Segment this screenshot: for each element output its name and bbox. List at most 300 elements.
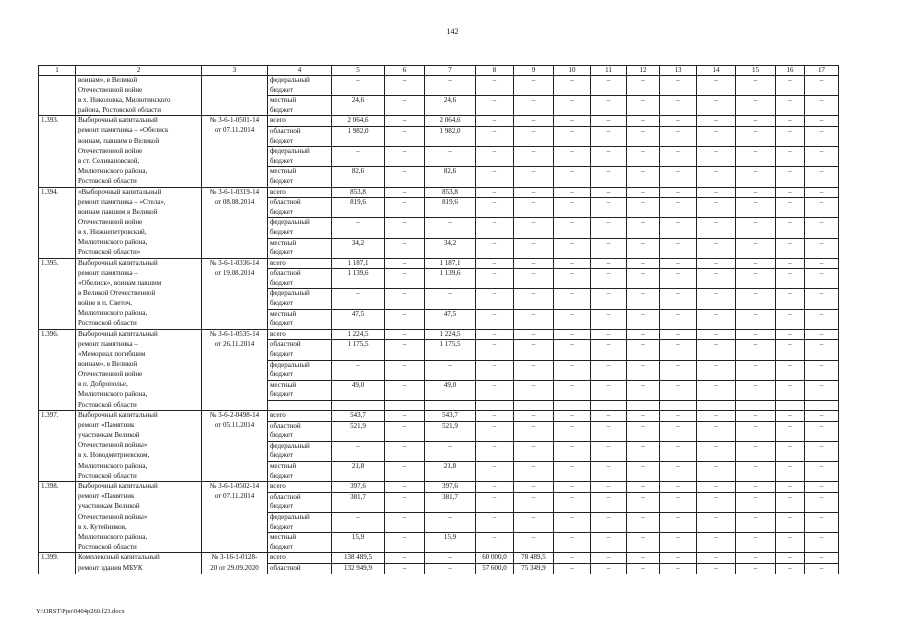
- amount-cell: –: [385, 340, 425, 350]
- object-name-line: в ст. Селивановской,: [76, 157, 202, 167]
- amount-cell: 397,6: [332, 482, 385, 493]
- funding-source: [268, 401, 332, 411]
- amount-cell: [776, 472, 805, 482]
- amount-cell: –: [805, 340, 839, 350]
- table-row: [39, 299, 839, 309]
- amount-cell: [425, 370, 476, 380]
- amount-cell: –: [591, 198, 627, 208]
- amount-cell: [627, 177, 660, 187]
- amount-cell: [697, 177, 736, 187]
- amount-cell: [554, 390, 591, 400]
- amount-cell: [332, 248, 385, 258]
- object-name-line: Ростовской области: [76, 472, 202, 482]
- amount-cell: –: [554, 76, 591, 86]
- amount-cell: [425, 299, 476, 309]
- amount-cell: –: [385, 218, 425, 228]
- amount-cell: –: [660, 218, 697, 228]
- amount-cell: –: [591, 309, 627, 319]
- table-row: [39, 553, 839, 564]
- funding-source: областной: [268, 340, 332, 350]
- amount-cell: –: [514, 96, 554, 106]
- amount-cell: –: [805, 421, 839, 431]
- amount-cell: [332, 451, 385, 461]
- column-number: 13: [660, 66, 697, 76]
- contract-line: [202, 543, 268, 553]
- amount-cell: –: [514, 116, 554, 127]
- contract-line: [202, 309, 268, 319]
- table-row: [39, 248, 839, 258]
- object-name-line: района, Ростовской области: [76, 106, 202, 116]
- item-number: [39, 238, 76, 248]
- amount-cell: –: [660, 198, 697, 208]
- amount-cell: [385, 350, 425, 360]
- amount-cell: –: [736, 289, 776, 299]
- item-number: [39, 269, 76, 279]
- amount-cell: 138 489,5: [332, 553, 385, 564]
- amount-cell: –: [514, 147, 554, 157]
- amount-cell: [385, 451, 425, 461]
- funding-source: бюджет: [268, 350, 332, 360]
- item-number: [39, 167, 76, 177]
- amount-cell: [554, 86, 591, 96]
- amount-cell: [627, 208, 660, 218]
- amount-cell: [554, 106, 591, 116]
- object-name-line: воинам павшим в Великой: [76, 208, 202, 218]
- amount-cell: [660, 451, 697, 461]
- amount-cell: [660, 350, 697, 360]
- amount-cell: –: [697, 147, 736, 157]
- object-name-line: Комплексный капитальный: [76, 553, 202, 564]
- amount-cell: –: [805, 441, 839, 451]
- table-row: [39, 482, 839, 493]
- contract-line: № 3-6-1-0319-14: [202, 187, 268, 198]
- amount-cell: –: [805, 329, 839, 340]
- object-name-line: Выборочный капитальный: [76, 329, 202, 340]
- column-number-row: [39, 66, 839, 76]
- amount-cell: –: [660, 564, 697, 574]
- amount-cell: –: [736, 269, 776, 279]
- amount-cell: [627, 228, 660, 238]
- column-number: 9: [514, 66, 554, 76]
- amount-cell: [805, 106, 839, 116]
- funding-source: местный: [268, 309, 332, 319]
- amount-cell: –: [385, 76, 425, 86]
- amount-cell: [805, 451, 839, 461]
- amount-cell: [591, 279, 627, 289]
- funding-source: бюджет: [268, 86, 332, 96]
- amount-cell: 1 139,6: [332, 269, 385, 279]
- amount-cell: [776, 177, 805, 187]
- amount-cell: [554, 401, 591, 411]
- amount-cell: –: [776, 411, 805, 422]
- amount-cell: –: [736, 76, 776, 86]
- amount-cell: –: [554, 198, 591, 208]
- amount-cell: [514, 523, 554, 533]
- amount-cell: –: [627, 126, 660, 136]
- amount-cell: [514, 502, 554, 512]
- amount-cell: –: [805, 258, 839, 269]
- amount-cell: –: [627, 513, 660, 523]
- amount-cell: –: [697, 360, 736, 370]
- amount-cell: 819,6: [332, 198, 385, 208]
- table-row: [39, 177, 839, 187]
- object-name-line: ремонт памятника – «Обелиск: [76, 126, 202, 136]
- object-name-line: ремонт памятника –: [76, 340, 202, 350]
- amount-cell: [554, 208, 591, 218]
- amount-cell: [805, 431, 839, 441]
- amount-cell: –: [776, 441, 805, 451]
- amount-cell: [476, 319, 514, 329]
- amount-cell: –: [697, 492, 736, 502]
- amount-cell: –: [627, 167, 660, 177]
- amount-cell: –: [697, 309, 736, 319]
- object-name-line: участникам Великой: [76, 431, 202, 441]
- amount-cell: –: [332, 360, 385, 370]
- amount-cell: –: [385, 380, 425, 390]
- funding-source: всего: [268, 411, 332, 422]
- contract-line: от 19.08.2014: [202, 269, 268, 279]
- amount-cell: [476, 543, 514, 553]
- amount-cell: [627, 431, 660, 441]
- amount-cell: –: [697, 126, 736, 136]
- amount-cell: [627, 157, 660, 167]
- amount-cell: –: [805, 187, 839, 198]
- amount-cell: [476, 106, 514, 116]
- amount-cell: –: [736, 198, 776, 208]
- amount-cell: [736, 137, 776, 147]
- amount-cell: [776, 86, 805, 96]
- amount-cell: –: [660, 329, 697, 340]
- object-name-line: Выборочный капитальный: [76, 258, 202, 269]
- table-row: [39, 157, 839, 167]
- object-name-line: Отечественной войне: [76, 370, 202, 380]
- object-name-line: «Обелиск», воинам павшим: [76, 279, 202, 289]
- amount-cell: [736, 390, 776, 400]
- amount-cell: [660, 543, 697, 553]
- amount-cell: –: [697, 289, 736, 299]
- funding-source: федеральный: [268, 513, 332, 523]
- amount-cell: –: [476, 380, 514, 390]
- amount-cell: –: [332, 441, 385, 451]
- amount-cell: –: [805, 76, 839, 86]
- table-row: [39, 208, 839, 218]
- amount-cell: –: [425, 513, 476, 523]
- amount-cell: –: [476, 258, 514, 269]
- amount-cell: [425, 350, 476, 360]
- contract-line: № 3-6-1-0501-14: [202, 116, 268, 127]
- amount-cell: [736, 177, 776, 187]
- amount-cell: –: [554, 147, 591, 157]
- amount-cell: [660, 157, 697, 167]
- object-name-line: «Выборочный капитальный: [76, 187, 202, 198]
- amount-cell: [697, 502, 736, 512]
- amount-cell: [697, 248, 736, 258]
- table-row: [39, 502, 839, 512]
- object-name-line: Отечественной войне: [76, 218, 202, 228]
- amount-cell: –: [776, 218, 805, 228]
- object-name-line: в х. Кутейников,: [76, 523, 202, 533]
- funding-source: бюджет: [268, 390, 332, 400]
- column-number: 3: [202, 66, 268, 76]
- amount-cell: [385, 86, 425, 96]
- amount-cell: –: [385, 360, 425, 370]
- item-number: [39, 218, 76, 228]
- item-number: [39, 350, 76, 360]
- table-row: [39, 431, 839, 441]
- amount-cell: –: [736, 533, 776, 543]
- amount-cell: –: [660, 147, 697, 157]
- amount-cell: [554, 502, 591, 512]
- amount-cell: [736, 451, 776, 461]
- amount-cell: –: [805, 533, 839, 543]
- amount-cell: [332, 401, 385, 411]
- amount-cell: –: [627, 238, 660, 248]
- item-number: [39, 502, 76, 512]
- amount-cell: [736, 299, 776, 309]
- amount-cell: –: [514, 380, 554, 390]
- amount-cell: –: [805, 462, 839, 472]
- amount-cell: [660, 106, 697, 116]
- item-number: [39, 513, 76, 523]
- amount-cell: –: [627, 116, 660, 127]
- amount-cell: –: [736, 513, 776, 523]
- amount-cell: –: [660, 380, 697, 390]
- item-number: [39, 492, 76, 502]
- object-name-line: Ростовской области: [76, 543, 202, 553]
- amount-cell: [514, 157, 554, 167]
- amount-cell: [776, 137, 805, 147]
- amount-cell: –: [514, 340, 554, 350]
- amount-cell: –: [385, 513, 425, 523]
- amount-cell: [697, 472, 736, 482]
- table-row: [39, 370, 839, 380]
- amount-cell: –: [514, 238, 554, 248]
- amount-cell: [476, 390, 514, 400]
- amount-cell: –: [776, 96, 805, 106]
- amount-cell: 82,6: [332, 167, 385, 177]
- amount-cell: 521,9: [332, 421, 385, 431]
- amount-cell: [697, 451, 736, 461]
- amount-cell: [385, 523, 425, 533]
- amount-cell: –: [776, 187, 805, 198]
- amount-cell: [660, 472, 697, 482]
- amount-cell: –: [476, 96, 514, 106]
- amount-cell: [776, 401, 805, 411]
- amount-cell: –: [776, 289, 805, 299]
- contract-line: № 3-6-2-0498-14: [202, 411, 268, 422]
- amount-cell: –: [776, 258, 805, 269]
- amount-cell: –: [385, 126, 425, 136]
- amount-cell: [627, 248, 660, 258]
- amount-cell: [776, 157, 805, 167]
- amount-cell: [514, 137, 554, 147]
- amount-cell: –: [591, 360, 627, 370]
- table-row: [39, 126, 839, 136]
- amount-cell: [776, 248, 805, 258]
- amount-cell: [425, 401, 476, 411]
- amount-cell: –: [627, 329, 660, 340]
- amount-cell: –: [627, 564, 660, 574]
- amount-cell: –: [627, 96, 660, 106]
- amount-cell: –: [591, 269, 627, 279]
- amount-cell: –: [425, 564, 476, 574]
- item-number: [39, 299, 76, 309]
- amount-cell: –: [385, 329, 425, 340]
- amount-cell: [554, 370, 591, 380]
- object-name-line: Отечественной войне: [76, 147, 202, 157]
- amount-cell: –: [476, 289, 514, 299]
- amount-cell: [476, 299, 514, 309]
- amount-cell: [697, 86, 736, 96]
- amount-cell: [425, 228, 476, 238]
- amount-cell: [514, 279, 554, 289]
- amount-cell: –: [476, 147, 514, 157]
- amount-cell: [660, 523, 697, 533]
- contract-line: [202, 451, 268, 461]
- amount-cell: –: [697, 187, 736, 198]
- column-number: 4: [268, 66, 332, 76]
- amount-cell: [697, 523, 736, 533]
- table-row: [39, 198, 839, 208]
- item-number: [39, 370, 76, 380]
- amount-cell: [736, 279, 776, 289]
- amount-cell: [805, 177, 839, 187]
- amount-cell: [514, 401, 554, 411]
- amount-cell: –: [660, 167, 697, 177]
- amount-cell: –: [627, 411, 660, 422]
- amount-cell: –: [385, 258, 425, 269]
- item-number: [39, 431, 76, 441]
- table-row: [39, 289, 839, 299]
- object-name-line: ремонт памятника – «Стела»,: [76, 198, 202, 208]
- amount-cell: –: [476, 513, 514, 523]
- amount-cell: [332, 319, 385, 329]
- contract-line: [202, 238, 268, 248]
- amount-cell: –: [476, 421, 514, 431]
- amount-cell: [627, 401, 660, 411]
- amount-cell: [514, 431, 554, 441]
- contract-line: [202, 218, 268, 228]
- amount-cell: –: [627, 309, 660, 319]
- item-number: 1.393.: [39, 116, 76, 127]
- object-name-line: Ростовской области: [76, 177, 202, 187]
- column-number: 12: [627, 66, 660, 76]
- funding-source: областной: [268, 564, 332, 574]
- amount-cell: –: [554, 441, 591, 451]
- amount-cell: –: [554, 167, 591, 177]
- amount-cell: [736, 502, 776, 512]
- amount-cell: –: [332, 513, 385, 523]
- funding-source: бюджет: [268, 319, 332, 329]
- amount-cell: 819,6: [425, 198, 476, 208]
- amount-cell: [591, 401, 627, 411]
- amount-cell: [660, 208, 697, 218]
- amount-cell: 853,8: [425, 187, 476, 198]
- table-row: [39, 106, 839, 116]
- amount-cell: [425, 390, 476, 400]
- amount-cell: –: [476, 360, 514, 370]
- amount-cell: [385, 472, 425, 482]
- amount-cell: –: [627, 360, 660, 370]
- amount-cell: –: [385, 269, 425, 279]
- amount-cell: –: [425, 76, 476, 86]
- funding-source: бюджет: [268, 137, 332, 147]
- amount-cell: 24,6: [425, 96, 476, 106]
- table-row: [39, 137, 839, 147]
- amount-cell: –: [736, 96, 776, 106]
- amount-cell: [736, 106, 776, 116]
- amount-cell: [660, 248, 697, 258]
- amount-cell: –: [554, 553, 591, 564]
- amount-cell: –: [805, 289, 839, 299]
- amount-cell: [332, 523, 385, 533]
- amount-cell: [660, 431, 697, 441]
- amount-cell: –: [514, 126, 554, 136]
- item-number: [39, 472, 76, 482]
- amount-cell: –: [332, 76, 385, 86]
- amount-cell: [697, 279, 736, 289]
- amount-cell: –: [554, 411, 591, 422]
- amount-cell: [697, 350, 736, 360]
- amount-cell: [591, 228, 627, 238]
- amount-cell: [385, 401, 425, 411]
- amount-cell: [476, 228, 514, 238]
- amount-cell: –: [776, 76, 805, 86]
- amount-cell: 34,2: [425, 238, 476, 248]
- contract-line: [202, 319, 268, 329]
- amount-cell: –: [591, 289, 627, 299]
- amount-cell: –: [805, 147, 839, 157]
- column-number: 8: [476, 66, 514, 76]
- amount-cell: –: [776, 513, 805, 523]
- contract-line: [202, 177, 268, 187]
- amount-cell: [660, 299, 697, 309]
- table-row: [39, 319, 839, 329]
- item-number: [39, 523, 76, 533]
- budget-table: [38, 65, 839, 574]
- amount-cell: 75 349,9: [514, 564, 554, 574]
- amount-cell: –: [805, 269, 839, 279]
- amount-cell: [776, 299, 805, 309]
- amount-cell: –: [736, 126, 776, 136]
- contract-line: № 3-6-1-0502-14: [202, 482, 268, 493]
- amount-cell: –: [660, 441, 697, 451]
- funding-source: местный: [268, 167, 332, 177]
- contract-line: [202, 299, 268, 309]
- amount-cell: –: [776, 564, 805, 574]
- amount-cell: –: [660, 187, 697, 198]
- amount-cell: –: [591, 218, 627, 228]
- amount-cell: [385, 319, 425, 329]
- amount-cell: –: [554, 360, 591, 370]
- amount-cell: 1 175,5: [425, 340, 476, 350]
- column-number: 7: [425, 66, 476, 76]
- amount-cell: –: [554, 126, 591, 136]
- amount-cell: [627, 350, 660, 360]
- object-name-line: Милютинского района,: [76, 390, 202, 400]
- amount-cell: [476, 248, 514, 258]
- amount-cell: –: [805, 553, 839, 564]
- column-number: 11: [591, 66, 627, 76]
- item-number: [39, 228, 76, 238]
- amount-cell: [425, 177, 476, 187]
- amount-cell: [805, 472, 839, 482]
- object-name-line: Ростовской области: [76, 401, 202, 411]
- amount-cell: 1 224,5: [332, 329, 385, 340]
- item-number: [39, 564, 76, 574]
- table-row: [39, 228, 839, 238]
- contract-line: [202, 370, 268, 380]
